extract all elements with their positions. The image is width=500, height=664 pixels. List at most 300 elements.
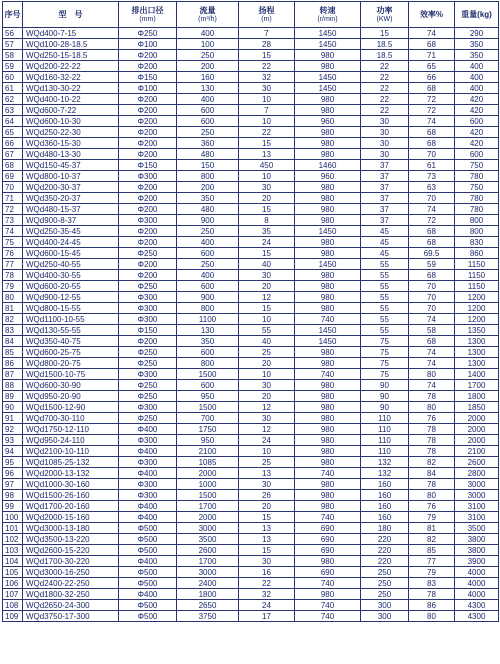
cell-power: 22 <box>361 72 409 83</box>
cell-index: 79 <box>3 281 23 292</box>
cell-speed: 980 <box>295 556 361 567</box>
table-row <box>3 61 499 72</box>
cell-power: 132 <box>361 457 409 468</box>
cell-head: 10 <box>239 116 295 127</box>
cell-weight: 2000 <box>455 435 499 446</box>
cell-flow: 600 <box>177 248 239 259</box>
table-row <box>3 28 499 39</box>
cell-flow: 1500 <box>177 369 239 380</box>
cell-flow: 600 <box>177 116 239 127</box>
cell-head: 26 <box>239 490 295 501</box>
cell-power: 300 <box>361 611 409 622</box>
cell-flow: 950 <box>177 435 239 446</box>
cell-model: WQd600-20-55 <box>23 281 119 292</box>
cell-index: 96 <box>3 468 23 479</box>
cell-efficiency: 74 <box>409 380 455 391</box>
cell-model: WQd2000-13-132 <box>23 468 119 479</box>
cell-head: 32 <box>239 589 295 600</box>
cell-head: 15 <box>239 248 295 259</box>
header-power: 功率 (KW) <box>361 2 409 28</box>
cell-model: WQd200-22-22 <box>23 61 119 72</box>
cell-power: 250 <box>361 567 409 578</box>
cell-weight: 1300 <box>455 358 499 369</box>
cell-power: 45 <box>361 248 409 259</box>
cell-speed: 1450 <box>295 226 361 237</box>
cell-diameter: Φ500 <box>119 567 177 578</box>
cell-flow: 1750 <box>177 424 239 435</box>
cell-weight: 4300 <box>455 611 499 622</box>
cell-flow: 480 <box>177 149 239 160</box>
table-row <box>3 182 499 193</box>
cell-efficiency: 66 <box>409 72 455 83</box>
cell-index: 63 <box>3 105 23 116</box>
cell-efficiency: 76 <box>409 501 455 512</box>
cell-diameter: Φ500 <box>119 600 177 611</box>
cell-model: WQd250-35-45 <box>23 226 119 237</box>
cell-index: 85 <box>3 347 23 358</box>
cell-diameter: Φ250 <box>119 413 177 424</box>
cell-speed: 960 <box>295 116 361 127</box>
cell-speed: 1450 <box>295 28 361 39</box>
cell-diameter: Φ300 <box>119 292 177 303</box>
cell-diameter: Φ400 <box>119 424 177 435</box>
cell-weight: 1200 <box>455 314 499 325</box>
cell-diameter: Φ200 <box>119 336 177 347</box>
cell-diameter: Φ200 <box>119 138 177 149</box>
cell-model: WQd700-30-110 <box>23 413 119 424</box>
cell-power: 37 <box>361 171 409 182</box>
cell-model: WQd400-30-55 <box>23 270 119 281</box>
table-row <box>3 171 499 182</box>
cell-power: 250 <box>361 589 409 600</box>
cell-efficiency: 74 <box>409 314 455 325</box>
cell-index: 58 <box>3 50 23 61</box>
cell-speed: 980 <box>295 94 361 105</box>
pump-spec-table <box>2 1 499 622</box>
cell-diameter: Φ400 <box>119 589 177 600</box>
cell-index: 81 <box>3 303 23 314</box>
cell-power: 15 <box>361 28 409 39</box>
cell-index: 91 <box>3 413 23 424</box>
cell-speed: 980 <box>295 149 361 160</box>
cell-weight: 3100 <box>455 512 499 523</box>
cell-model: WQd1700-30-220 <box>23 556 119 567</box>
cell-head: 25 <box>239 347 295 358</box>
cell-model: WQd1500-12-90 <box>23 402 119 413</box>
cell-model: WQd1500-26-160 <box>23 490 119 501</box>
cell-flow: 600 <box>177 105 239 116</box>
table-header <box>3 2 499 28</box>
cell-speed: 980 <box>295 138 361 149</box>
cell-weight: 4000 <box>455 578 499 589</box>
cell-weight: 2000 <box>455 424 499 435</box>
cell-speed: 980 <box>295 270 361 281</box>
cell-weight: 4300 <box>455 600 499 611</box>
cell-efficiency: 78 <box>409 479 455 490</box>
cell-flow: 100 <box>177 39 239 50</box>
cell-model: WQd2600-15-220 <box>23 545 119 556</box>
cell-efficiency: 78 <box>409 424 455 435</box>
cell-weight: 4000 <box>455 589 499 600</box>
cell-speed: 740 <box>295 600 361 611</box>
cell-diameter: Φ300 <box>119 479 177 490</box>
cell-power: 37 <box>361 193 409 204</box>
cell-weight: 1800 <box>455 391 499 402</box>
cell-power: 90 <box>361 380 409 391</box>
table-row <box>3 501 499 512</box>
cell-speed: 1450 <box>295 83 361 94</box>
cell-model: WQd3000-16-250 <box>23 567 119 578</box>
cell-speed: 1450 <box>295 259 361 270</box>
cell-diameter: Φ200 <box>119 193 177 204</box>
cell-speed: 690 <box>295 523 361 534</box>
cell-head: 30 <box>239 182 295 193</box>
cell-index: 100 <box>3 512 23 523</box>
cell-index: 80 <box>3 292 23 303</box>
cell-diameter: Φ200 <box>119 226 177 237</box>
cell-diameter: Φ300 <box>119 171 177 182</box>
cell-speed: 980 <box>295 237 361 248</box>
cell-head: 32 <box>239 72 295 83</box>
cell-model: WQd400-7-15 <box>23 28 119 39</box>
cell-flow: 150 <box>177 160 239 171</box>
cell-model: WQd130-30-22 <box>23 83 119 94</box>
cell-efficiency: 84 <box>409 468 455 479</box>
cell-weight: 830 <box>455 237 499 248</box>
cell-power: 30 <box>361 127 409 138</box>
header-index: 序号 <box>3 2 23 28</box>
cell-power: 55 <box>361 259 409 270</box>
cell-power: 90 <box>361 391 409 402</box>
cell-weight: 750 <box>455 160 499 171</box>
cell-weight: 2600 <box>455 457 499 468</box>
cell-diameter: Φ500 <box>119 611 177 622</box>
cell-flow: 250 <box>177 50 239 61</box>
cell-weight: 2000 <box>455 413 499 424</box>
header-row <box>3 2 499 28</box>
cell-model: WQd480-15-37 <box>23 204 119 215</box>
cell-efficiency: 68 <box>409 138 455 149</box>
cell-power: 250 <box>361 578 409 589</box>
cell-model: WQd900-12-55 <box>23 292 119 303</box>
cell-model: WQd600-7-22 <box>23 105 119 116</box>
cell-flow: 130 <box>177 325 239 336</box>
table-row <box>3 204 499 215</box>
cell-index: 84 <box>3 336 23 347</box>
cell-efficiency: 69.5 <box>409 248 455 259</box>
cell-head: 20 <box>239 193 295 204</box>
cell-diameter: Φ250 <box>119 391 177 402</box>
cell-speed: 980 <box>295 402 361 413</box>
cell-head: 15 <box>239 512 295 523</box>
cell-power: 90 <box>361 402 409 413</box>
cell-model: WQd800-20-75 <box>23 358 119 369</box>
cell-speed: 960 <box>295 171 361 182</box>
cell-flow: 2000 <box>177 512 239 523</box>
cell-flow: 800 <box>177 171 239 182</box>
cell-flow: 1800 <box>177 589 239 600</box>
cell-efficiency: 76 <box>409 413 455 424</box>
cell-speed: 690 <box>295 534 361 545</box>
cell-index: 87 <box>3 369 23 380</box>
cell-flow: 350 <box>177 336 239 347</box>
cell-flow: 2000 <box>177 468 239 479</box>
cell-flow: 400 <box>177 270 239 281</box>
cell-efficiency: 73 <box>409 171 455 182</box>
cell-head: 12 <box>239 292 295 303</box>
cell-model: WQd950-20-90 <box>23 391 119 402</box>
cell-flow: 400 <box>177 237 239 248</box>
cell-efficiency: 74 <box>409 358 455 369</box>
cell-model: WQd2100-10-110 <box>23 446 119 457</box>
table-row <box>3 578 499 589</box>
cell-diameter: Φ400 <box>119 512 177 523</box>
table-row <box>3 248 499 259</box>
cell-diameter: Φ400 <box>119 446 177 457</box>
cell-diameter: Φ250 <box>119 380 177 391</box>
cell-head: 20 <box>239 281 295 292</box>
cell-power: 30 <box>361 138 409 149</box>
cell-diameter: Φ300 <box>119 457 177 468</box>
cell-speed: 980 <box>295 446 361 457</box>
cell-weight: 1350 <box>455 325 499 336</box>
cell-flow: 400 <box>177 94 239 105</box>
table-row <box>3 50 499 61</box>
cell-head: 25 <box>239 457 295 468</box>
cell-power: 22 <box>361 61 409 72</box>
cell-index: 65 <box>3 127 23 138</box>
cell-head: 12 <box>239 402 295 413</box>
cell-model: WQd250-15-18.5 <box>23 50 119 61</box>
cell-head: 30 <box>239 270 295 281</box>
cell-efficiency: 82 <box>409 534 455 545</box>
cell-diameter: Φ200 <box>119 259 177 270</box>
cell-power: 45 <box>361 237 409 248</box>
cell-index: 94 <box>3 446 23 457</box>
cell-flow: 600 <box>177 380 239 391</box>
cell-head: 7 <box>239 28 295 39</box>
cell-flow: 250 <box>177 226 239 237</box>
cell-flow: 1100 <box>177 314 239 325</box>
cell-model: WQd600-10-30 <box>23 116 119 127</box>
cell-model: WQd800-15-55 <box>23 303 119 314</box>
cell-efficiency: 58 <box>409 325 455 336</box>
cell-head: 17 <box>239 611 295 622</box>
cell-weight: 400 <box>455 83 499 94</box>
cell-speed: 980 <box>295 347 361 358</box>
cell-speed: 980 <box>295 248 361 259</box>
cell-efficiency: 74 <box>409 347 455 358</box>
cell-speed: 980 <box>295 490 361 501</box>
cell-index: 83 <box>3 325 23 336</box>
cell-efficiency: 79 <box>409 567 455 578</box>
table-row <box>3 138 499 149</box>
cell-head: 7 <box>239 105 295 116</box>
cell-index: 88 <box>3 380 23 391</box>
table-row <box>3 435 499 446</box>
cell-speed: 980 <box>295 501 361 512</box>
cell-index: 106 <box>3 578 23 589</box>
cell-efficiency: 59 <box>409 259 455 270</box>
cell-flow: 600 <box>177 347 239 358</box>
cell-weight: 2800 <box>455 468 499 479</box>
cell-index: 98 <box>3 490 23 501</box>
cell-index: 89 <box>3 391 23 402</box>
cell-flow: 2400 <box>177 578 239 589</box>
cell-speed: 980 <box>295 127 361 138</box>
cell-index: 78 <box>3 270 23 281</box>
cell-index: 109 <box>3 611 23 622</box>
cell-head: 24 <box>239 600 295 611</box>
cell-flow: 950 <box>177 391 239 402</box>
table-row <box>3 160 499 171</box>
cell-efficiency: 74 <box>409 116 455 127</box>
cell-speed: 740 <box>295 578 361 589</box>
cell-index: 56 <box>3 28 23 39</box>
table-row <box>3 83 499 94</box>
table-row <box>3 556 499 567</box>
cell-weight: 3000 <box>455 490 499 501</box>
cell-diameter: Φ500 <box>119 578 177 589</box>
cell-weight: 420 <box>455 94 499 105</box>
cell-power: 37 <box>361 160 409 171</box>
cell-flow: 1500 <box>177 490 239 501</box>
cell-flow: 1500 <box>177 402 239 413</box>
cell-efficiency: 70 <box>409 149 455 160</box>
cell-power: 110 <box>361 446 409 457</box>
cell-power: 30 <box>361 149 409 160</box>
cell-speed: 980 <box>295 358 361 369</box>
cell-power: 55 <box>361 292 409 303</box>
cell-speed: 980 <box>295 457 361 468</box>
cell-index: 72 <box>3 204 23 215</box>
cell-model: WQd150-45-37 <box>23 160 119 171</box>
cell-head: 24 <box>239 237 295 248</box>
cell-flow: 2650 <box>177 600 239 611</box>
cell-flow: 600 <box>177 281 239 292</box>
table-row <box>3 94 499 105</box>
cell-weight: 600 <box>455 149 499 160</box>
cell-index: 77 <box>3 259 23 270</box>
cell-index: 92 <box>3 424 23 435</box>
cell-model: WQd400-24-45 <box>23 237 119 248</box>
cell-weight: 3800 <box>455 545 499 556</box>
cell-weight: 350 <box>455 39 499 50</box>
table-row <box>3 413 499 424</box>
cell-index: 103 <box>3 545 23 556</box>
cell-model: WQd600-15-45 <box>23 248 119 259</box>
cell-speed: 1460 <box>295 160 361 171</box>
cell-diameter: Φ300 <box>119 402 177 413</box>
cell-power: 22 <box>361 105 409 116</box>
cell-model: WQd2650-24-300 <box>23 600 119 611</box>
cell-head: 8 <box>239 215 295 226</box>
cell-weight: 800 <box>455 215 499 226</box>
cell-power: 37 <box>361 215 409 226</box>
cell-diameter: Φ400 <box>119 501 177 512</box>
cell-weight: 600 <box>455 116 499 127</box>
cell-efficiency: 61 <box>409 160 455 171</box>
cell-power: 45 <box>361 226 409 237</box>
table-row <box>3 457 499 468</box>
cell-weight: 3900 <box>455 556 499 567</box>
cell-head: 10 <box>239 171 295 182</box>
cell-speed: 690 <box>295 545 361 556</box>
table-row <box>3 468 499 479</box>
cell-speed: 980 <box>295 182 361 193</box>
cell-index: 86 <box>3 358 23 369</box>
cell-power: 160 <box>361 490 409 501</box>
cell-model: WQd130-55-55 <box>23 325 119 336</box>
cell-flow: 800 <box>177 358 239 369</box>
cell-diameter: Φ300 <box>119 314 177 325</box>
table-row <box>3 325 499 336</box>
cell-head: 13 <box>239 468 295 479</box>
cell-flow: 700 <box>177 413 239 424</box>
cell-head: 13 <box>239 534 295 545</box>
cell-speed: 1450 <box>295 325 361 336</box>
table-row <box>3 281 499 292</box>
cell-power: 37 <box>361 204 409 215</box>
cell-weight: 3500 <box>455 523 499 534</box>
table-row <box>3 402 499 413</box>
cell-head: 10 <box>239 314 295 325</box>
cell-weight: 780 <box>455 204 499 215</box>
cell-diameter: Φ200 <box>119 116 177 127</box>
cell-index: 95 <box>3 457 23 468</box>
cell-flow: 2600 <box>177 545 239 556</box>
table-row <box>3 237 499 248</box>
cell-efficiency: 68 <box>409 336 455 347</box>
cell-model: WQd3750-17-300 <box>23 611 119 622</box>
cell-speed: 1450 <box>295 72 361 83</box>
cell-power: 75 <box>361 336 409 347</box>
table-row <box>3 490 499 501</box>
table-row <box>3 611 499 622</box>
cell-weight: 1200 <box>455 303 499 314</box>
cell-diameter: Φ300 <box>119 369 177 380</box>
cell-weight: 1400 <box>455 369 499 380</box>
cell-index: 62 <box>3 94 23 105</box>
cell-power: 180 <box>361 523 409 534</box>
cell-power: 75 <box>361 358 409 369</box>
cell-power: 55 <box>361 314 409 325</box>
cell-index: 73 <box>3 215 23 226</box>
cell-speed: 980 <box>295 380 361 391</box>
cell-diameter: Φ200 <box>119 237 177 248</box>
cell-efficiency: 83 <box>409 578 455 589</box>
cell-efficiency: 86 <box>409 600 455 611</box>
table-row <box>3 116 499 127</box>
cell-power: 75 <box>361 347 409 358</box>
cell-diameter: Φ500 <box>119 534 177 545</box>
cell-flow: 400 <box>177 28 239 39</box>
cell-head: 13 <box>239 523 295 534</box>
cell-efficiency: 68 <box>409 226 455 237</box>
cell-flow: 3500 <box>177 534 239 545</box>
table-row <box>3 193 499 204</box>
cell-efficiency: 77 <box>409 556 455 567</box>
cell-diameter: Φ150 <box>119 160 177 171</box>
cell-efficiency: 70 <box>409 281 455 292</box>
cell-diameter: Φ500 <box>119 523 177 534</box>
cell-model: WQd600-30-90 <box>23 380 119 391</box>
cell-head: 20 <box>239 501 295 512</box>
cell-efficiency: 74 <box>409 28 455 39</box>
cell-flow: 200 <box>177 61 239 72</box>
cell-model: WQd250-40-55 <box>23 259 119 270</box>
cell-index: 61 <box>3 83 23 94</box>
